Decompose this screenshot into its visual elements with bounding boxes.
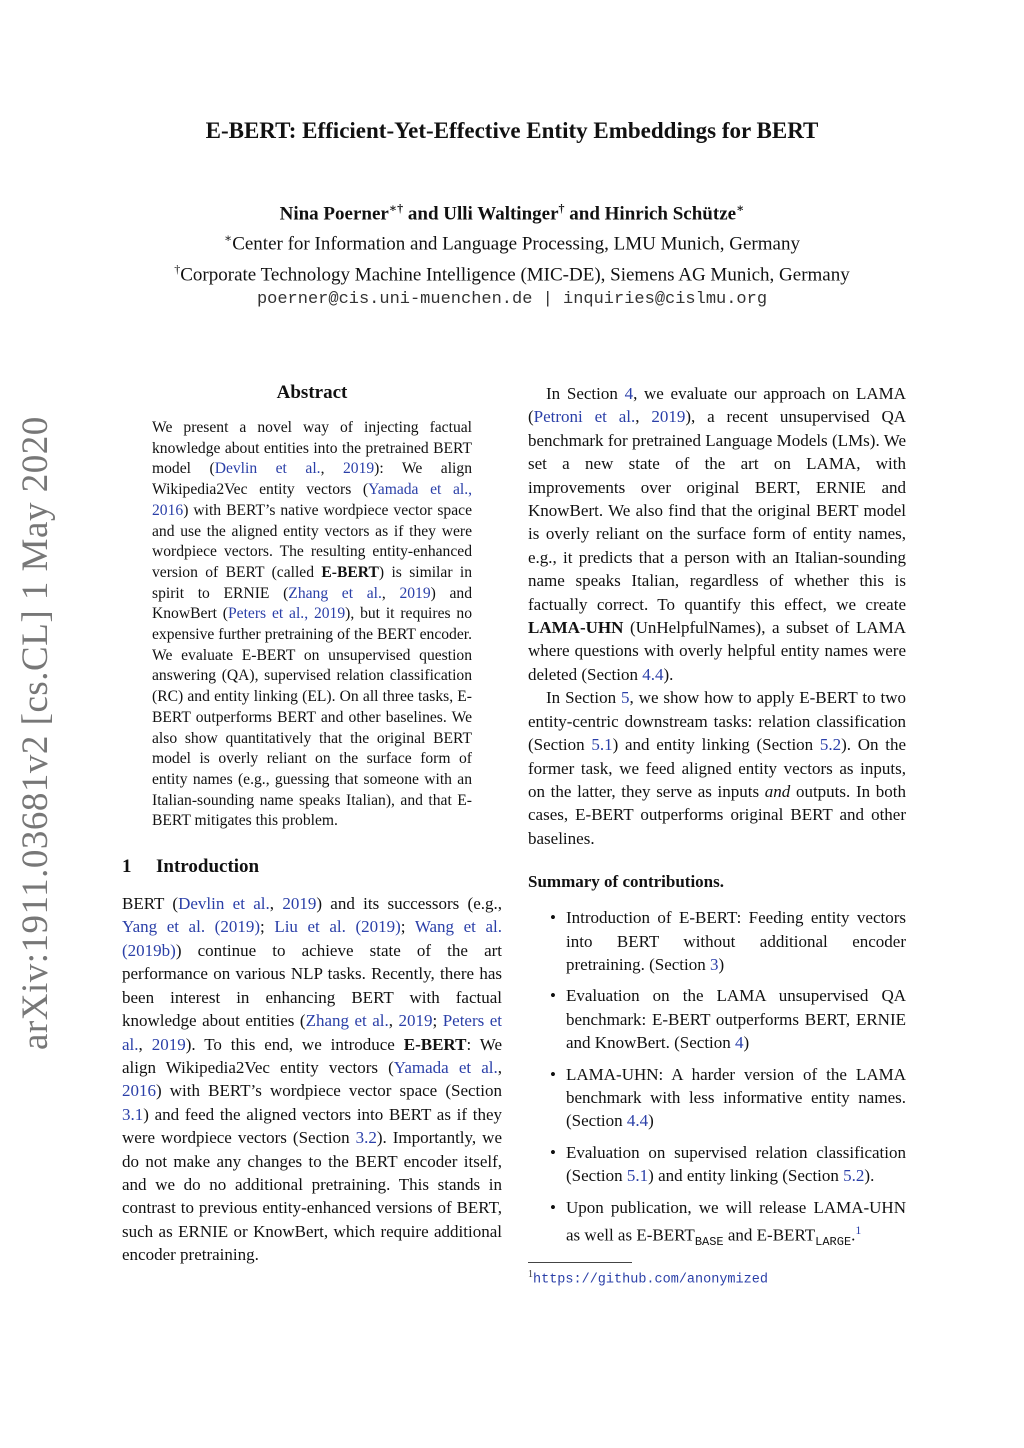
affiliation-mark: ∗†	[388, 201, 404, 215]
affiliation-2	[0, 257, 1024, 287]
citation-link[interactable]: 2019	[282, 894, 317, 914]
affiliation-mark: ∗	[224, 231, 233, 246]
footnote	[528, 1269, 906, 1288]
bullet-icon: •	[550, 986, 556, 1006]
footnote-link[interactable]: 1	[855, 1223, 862, 1237]
section-ref-link[interactable]: 3	[710, 954, 719, 974]
citation-link[interactable]: Devlin et al.	[214, 460, 321, 478]
ebert-term: E-BERT	[321, 563, 379, 581]
citation-link[interactable]: 2019	[399, 584, 431, 602]
author-list	[0, 196, 1024, 226]
section-ref-link[interactable]: 5.1	[591, 735, 613, 755]
summary-heading: Summary of contributions.	[528, 872, 724, 892]
citation-link[interactable]: Yamada et al.	[393, 1057, 498, 1077]
author-block	[0, 196, 1024, 313]
left-column	[122, 382, 502, 1267]
affiliation-mark: †	[174, 261, 181, 276]
citation-link[interactable]: 2019	[651, 407, 686, 427]
bullet-icon: •	[550, 1142, 556, 1162]
citation-link[interactable]: Yang et al. (2019)	[122, 917, 260, 937]
footnote-mark: 1	[528, 1269, 533, 1281]
section-ref-link[interactable]: 4.4	[642, 664, 664, 684]
author-separator: and	[403, 203, 444, 225]
list-item: • LAMA-UHN: A harder version of the LAMA benchmark with less informative entity names. (Section 4.4)	[550, 1064, 906, 1131]
list-item: • Evaluation on the LAMA unsupervised QA benchmark: E-BERT outperforms BERT, ERNIE and KnowBert. (Section 4)	[550, 986, 906, 1053]
author-name: Hinrich Schütze	[604, 203, 737, 225]
author-name: Nina Poerner	[279, 203, 389, 225]
introduction-paragraph: BERT (Devlin et al., 2019) and its successors (e.g., Yang et al. (2019); Liu et al. (2019); Wang et al. (2019b)) continue to achieve state of the art performance on various NLP tasks. Recently, there has been interest in enhancing BERT with factual knowledge about entities (Zhang et al., 2019; Peters et al., 2019). To this end, we introduce E-BERT: We align Wikipedia2Vec entity vectors (Yamada et al., 2016) with BERT’s wordpiece vector space (Section 3.1) and feed the aligned vectors into BERT as if they were wordpiece vectors (Section 3.2). Importantly, we do not make any changes to the BERT encoder itself, and we do no additional pretraining. This stands in contrast to previous entity-enhanced versions of BERT, such as ERNIE or KnowBert, which require additional encoder pretraining.	[122, 894, 503, 1265]
contributions-list	[528, 906, 906, 1254]
paper-title: E-BERT: Efficient-Yet-Effective Entity Embeddings for BERT	[205, 118, 819, 143]
affiliation-mark: ∗	[736, 201, 745, 215]
section-ref-link[interactable]: 4	[624, 384, 634, 403]
bullet-icon: •	[550, 908, 556, 928]
citation-link[interactable]: 2019	[398, 1011, 433, 1031]
affiliation-1	[0, 226, 1024, 256]
citation-link[interactable]: Zhang et al.	[288, 584, 382, 602]
author-emails: poerner@cis.uni-muenchen.de | inquiries@cislmu.org	[256, 289, 768, 309]
citation-link[interactable]: Liu et al. (2019)	[274, 917, 401, 937]
citation-link[interactable]: Peters et al., 2019	[228, 605, 346, 623]
list-item: • Introduction of E-BERT: Feeding entity vectors into BERT without additional encoder pretraining. (Section 3)	[550, 908, 906, 974]
section-title: Introduction	[156, 856, 260, 878]
section-ref-link[interactable]: 5.2	[843, 1166, 865, 1186]
citation-link[interactable]: Wang et al. (2019b)	[122, 917, 503, 960]
citation-link[interactable]: 2016	[122, 1081, 156, 1101]
section-ref-link[interactable]: 4.4	[626, 1111, 649, 1131]
citation-link[interactable]: 2019	[342, 460, 375, 478]
author-name: Ulli Waltinger	[443, 203, 559, 225]
affiliation-text: Center for Information and Language Processing, LMU Munich, Germany	[232, 233, 800, 255]
emphasis-text: and	[764, 781, 791, 801]
citation-link[interactable]: 2019	[151, 1034, 186, 1054]
affiliation-mark: †	[558, 201, 565, 215]
affiliation-text: Corporate Technology Machine Intelligence (MIC-DE), Siemens AG Munich, Germany	[180, 263, 850, 285]
arxiv-identifier: arXiv:1911.03681v2 [cs.CL] 1 May 2020	[15, 416, 56, 1050]
section-heading-introduction	[122, 856, 502, 878]
model-size-subscript: BASE	[694, 1235, 724, 1250]
bullet-icon: •	[550, 1064, 556, 1084]
footnote-divider	[528, 1262, 632, 1263]
lama-uhn-term: LAMA-UHN	[528, 618, 624, 638]
citation-link[interactable]: Zhang et al.	[305, 1011, 389, 1031]
section-ref-link[interactable]: 5	[621, 688, 630, 708]
ebert-term: E-BERT	[403, 1034, 467, 1054]
right-column	[528, 382, 906, 1288]
citation-link[interactable]: Devlin et al.	[178, 894, 270, 914]
body-paragraph: In Section 5, we show how to apply E-BERT to two entity-centric downstream tasks: relation classification (Section 5.1) and entity linking (Section 5.2). On the former task, we feed aligned entity vectors as inputs, on the latter, they serve as inputs and outputs. In both cases, E-BERT outperforms original BERT and other baselines.	[528, 688, 906, 848]
list-item: • Evaluation on supervised relation classification (Section 5.1) and entity linking (Section 5.2).	[550, 1142, 906, 1186]
section-ref-link[interactable]: 5.2	[819, 735, 842, 755]
abstract-text: We present a novel way of injecting factual knowledge about entities into the pretrained BERT model (Devlin et al., 2019): We align Wikipedia2Vec entity vectors (Yamada et al., 2016) with BERT’s native wordpiece vector space and use the aligned entity vectors as if they were wordpiece vectors. The resulting entity-enhanced version of BERT (called E-BERT) is similar in spirit to ERNIE (Zhang et al., 2019) and KnowBert (Peters et al., 2019), but it requires no expensive further pretraining of the BERT encoder. We evaluate E-BERT on unsupervised question answering (QA), supervised relation classification (RC) and entity linking (EL). On all three tasks, E-BERT outperforms BERT and other baselines. We also show quantitatively that the original BERT model is overly reliant on the surface form of entity names (e.g., guessing that someone with an Italian-sounding name speaks Italian), and that E-BERT mitigates this problem.	[152, 419, 473, 830]
section-ref-link[interactable]: 3.1	[122, 1104, 144, 1124]
body-paragraph: In Section 4, we evaluate our approach on LAMA (Petroni et al., 2019), a recent unsupervised QA benchmark for pretrained Language Models (LMs). We set a new state of the art on LAMA, with improvements over original BERT, ERNIE and KnowBert. We also find that the original BERT model is overly reliant on the surface form of entity names, e.g., it predicts that a person with an Italian-sounding name speaks Italian, regardless of whether this is factually correct. To quantify this effect, we create LAMA-UHN (UnHelpfulNames), a subset of LAMA where questions with overly helpful entity names were deleted (Section 4.4).	[528, 384, 906, 684]
citation-link[interactable]: Peters et al.	[122, 1011, 502, 1054]
list-item: • Upon publication, we will release LAMA-UHN as well as $E-BERT_{BASE}$ and $E-BERT_{LARGE}.^1$	[550, 1197, 906, 1250]
section-ref-link[interactable]: 4	[735, 1033, 744, 1053]
section-ref-link[interactable]: 3.2	[355, 1128, 377, 1148]
citation-link[interactable]: Yamada et al., 2016	[152, 481, 472, 519]
author-separator: and	[564, 203, 605, 225]
section-number: 1	[122, 856, 132, 878]
bullet-icon: •	[550, 1197, 556, 1217]
abstract-heading: Abstract	[276, 382, 348, 403]
footnote-url-link[interactable]: https://github.com/anonymized	[533, 1272, 768, 1288]
section-ref-link[interactable]: 5.1	[626, 1166, 649, 1186]
model-size-subscript: LARGE	[815, 1235, 852, 1250]
citation-link[interactable]: Petroni et al.	[533, 407, 636, 427]
